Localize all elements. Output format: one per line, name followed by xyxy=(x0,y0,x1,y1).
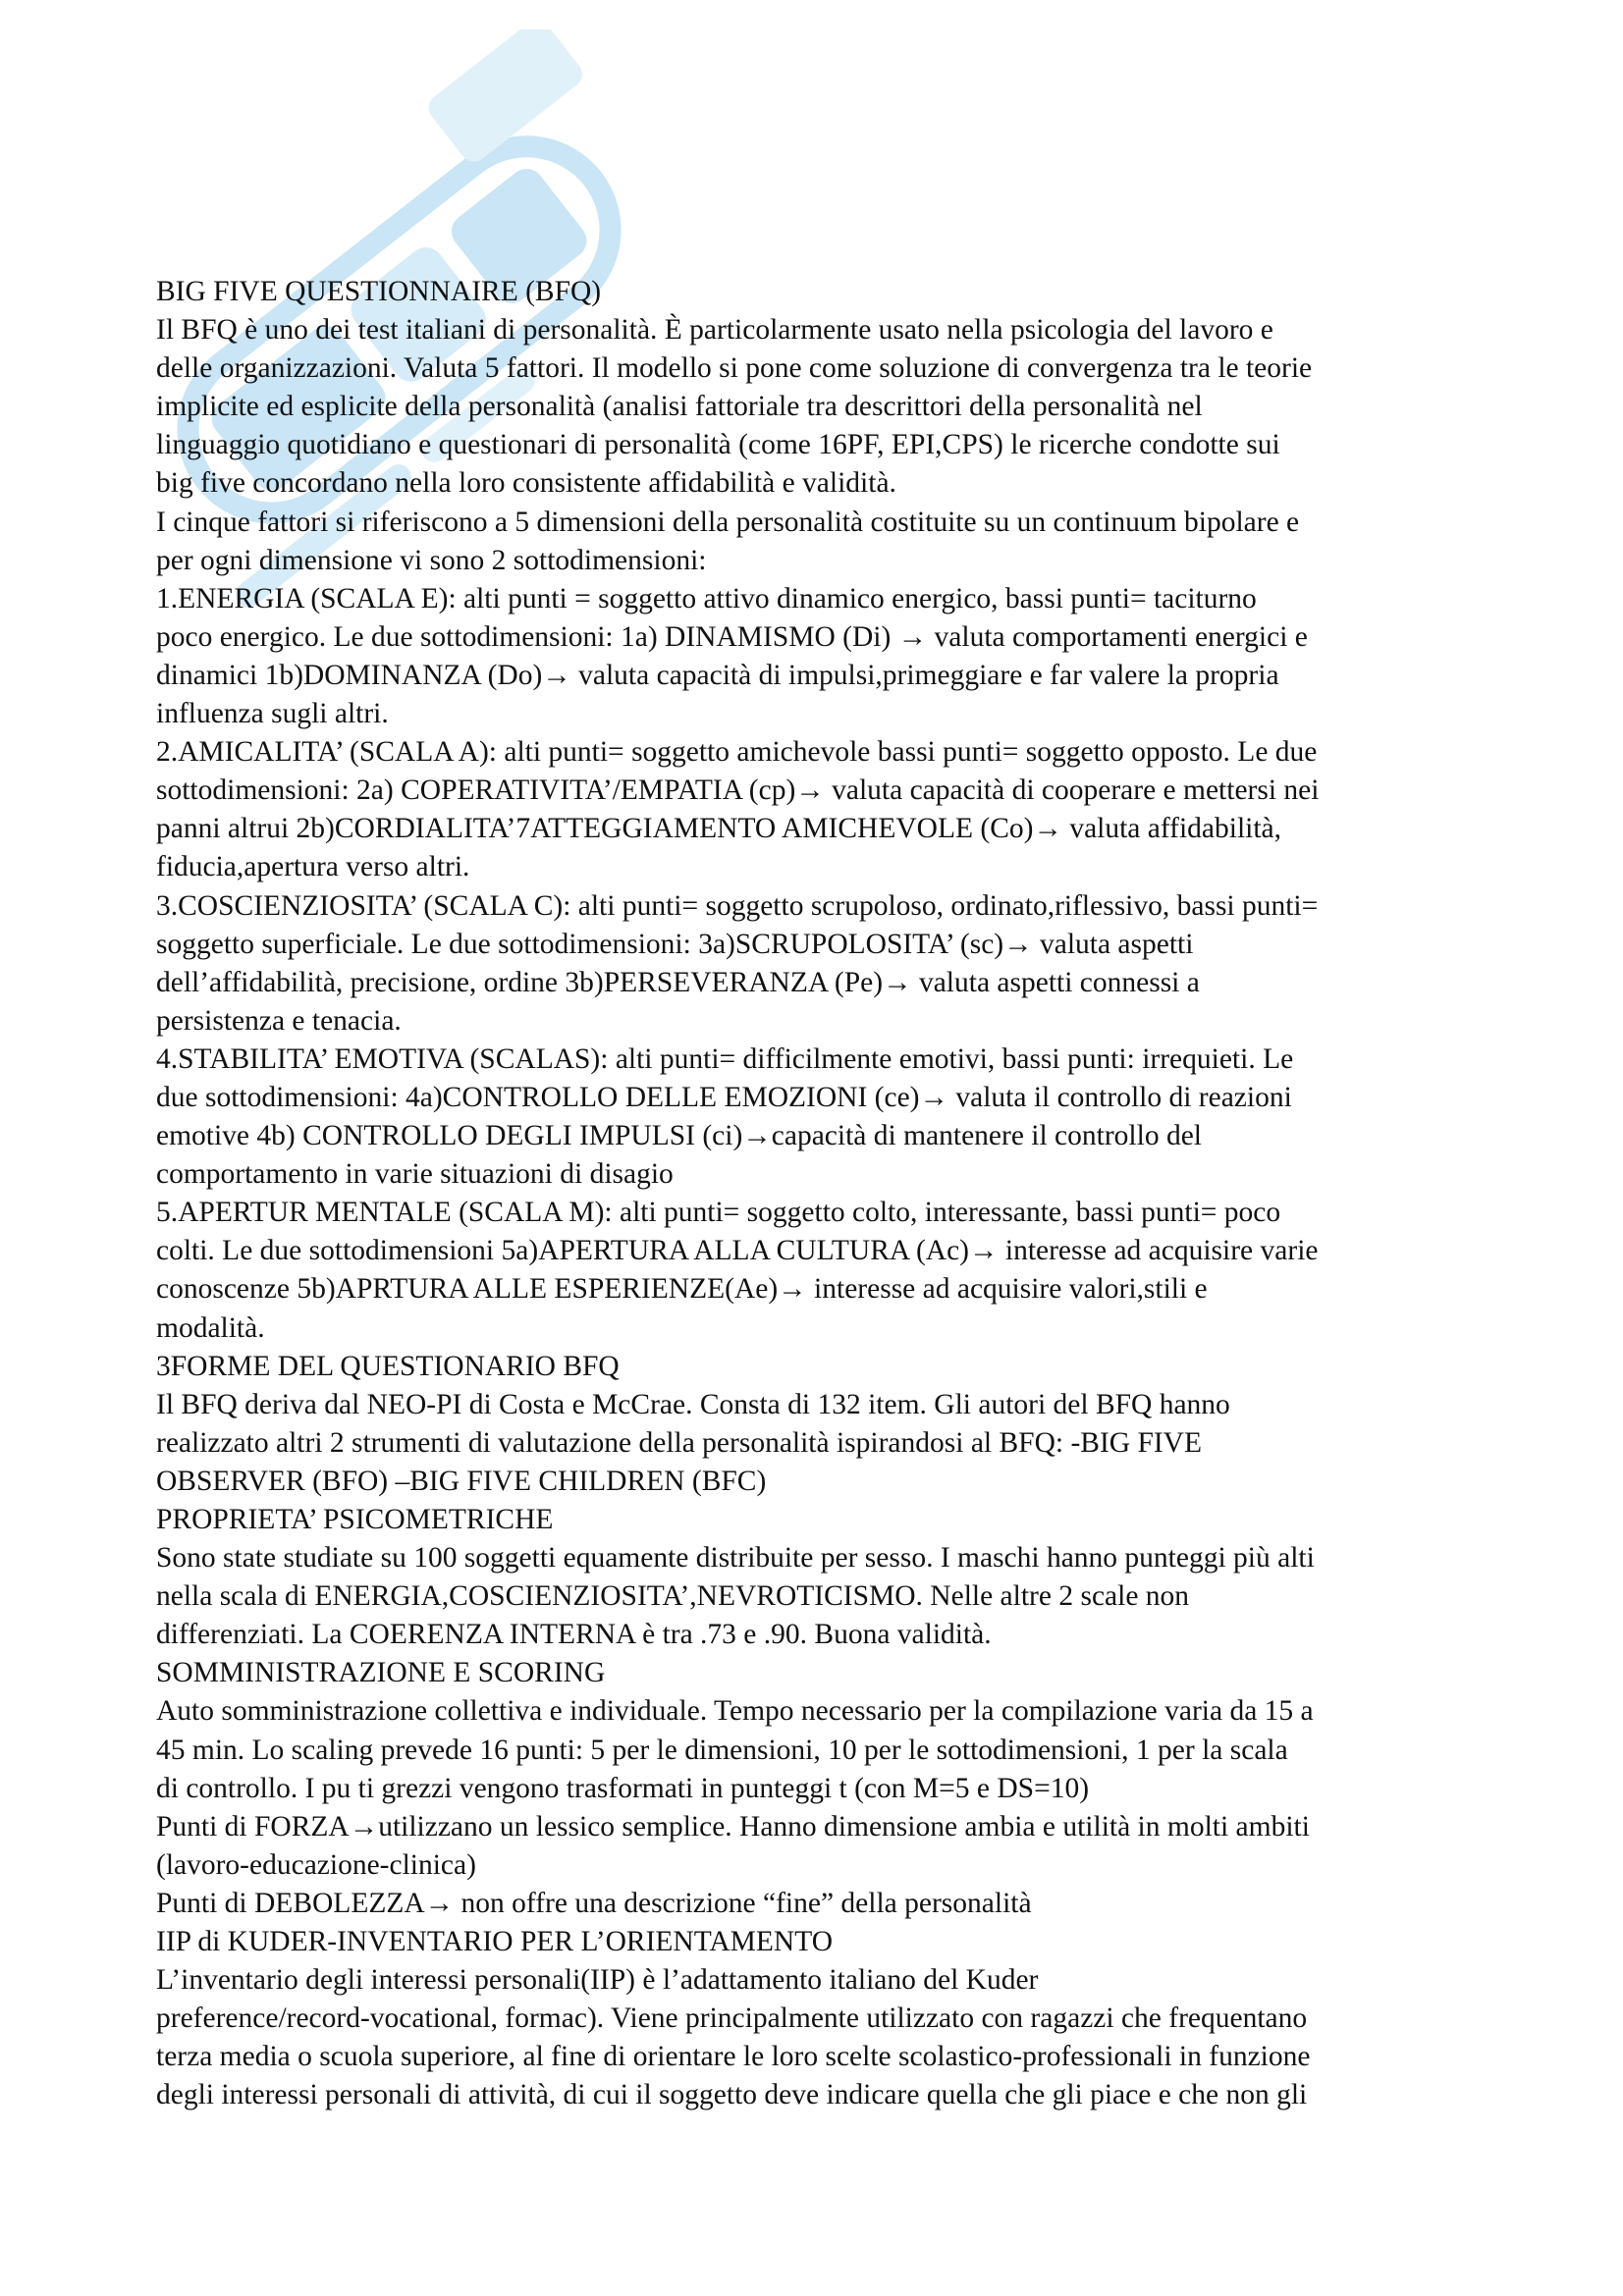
text-line: Punti di DEBOLEZZA→ non offre una descrizione “fine” della personalità xyxy=(156,1887,1032,1919)
text-line: I cinque fattori si riferiscono a 5 dimensioni della personalità costituite su un continuum bipolare e xyxy=(156,506,1300,538)
text-line: big five concordano nella loro consistente affidabilità e validità. xyxy=(156,467,896,500)
text-line: colti. Le due sottodimensioni 5a)APERTURA ALLA CULTURA (Ac)→ interesse ad acquisire varie xyxy=(156,1235,1319,1267)
text-line: influenza sugli altri. xyxy=(156,698,389,730)
text-line: poco energico. Le due sottodimensioni: 1a) DINAMISMO (Di) → valuta comportamenti energici e xyxy=(156,620,1308,653)
text-line: soggetto superficiale. Le due sottodimensioni: 3a)SCRUPOLOSITA’ (sc)→ valuta aspetti xyxy=(156,928,1194,960)
text-line: sottodimensioni: 2a) COPERATIVITA’/EMPATIA (cp)→ valuta capacità di cooperare e mettersi nei xyxy=(156,774,1320,807)
text-line: comportamento in varie situazioni di disagio xyxy=(156,1158,674,1191)
text-line: dinamici 1b)DOMINANZA (Do)→ valuta capacità di impulsi,primeggiare e far valere la propria xyxy=(156,659,1279,691)
text-line: 3.COSCIENZIOSITA’ (SCALA C): alti punti= soggetto scrupoloso, ordinato,riflessivo, bassi punti= xyxy=(156,889,1319,922)
text-line: conoscenze 5b)APRTURA ALLE ESPERIENZE(Ae)→ interesse ad acquisire valori,stili e xyxy=(156,1273,1208,1306)
text-line: terza media o scuola superiore, al fine di orientare le loro scelte scolastico-professionali in funzione xyxy=(156,2041,1311,2073)
text-line: Il BFQ è uno dei test italiani di personalità. È particolarmente usato nella psicologia del lavoro e xyxy=(156,314,1273,347)
text-line: 45 min. Lo scaling prevede 16 punti: 5 per le dimensioni, 10 per le sottodimensioni, 1 per la scala xyxy=(156,1734,1288,1766)
document-body xyxy=(156,273,1484,2115)
text-line: panni altrui 2b)CORDIALITA’7ATTEGGIAMENTO AMICHEVOLE (Co)→ valuta affidabilità, xyxy=(156,813,1282,845)
text-line: degli interessi personali di attività, di cui il soggetto deve indicare quella che gli piace e che non gli xyxy=(156,2079,1308,2111)
text-line: fiducia,apertura verso altri. xyxy=(156,851,470,883)
text-line: implicite ed esplicite della personalità (analisi fattoriale tra descrittori della personalità nel xyxy=(156,391,1203,423)
text-line: Punti di FORZA→utilizzano un lessico semplice. Hanno dimensione ambia e utilità in molti ambiti xyxy=(156,1810,1310,1842)
text-line: 5.APERTUR MENTALE (SCALA M): alti punti= soggetto colto, interessante, bassi punti= poco xyxy=(156,1197,1281,1229)
text-line: linguaggio quotidiano e questionari di personalità (come 16PF, EPI,CPS) le ricerche condotte sui xyxy=(156,429,1280,461)
text-line: PROPRIETA’ PSICOMETRICHE xyxy=(156,1504,554,1535)
text-line: BIG FIVE QUESTIONNAIRE (BFQ) xyxy=(156,276,602,307)
text-line: di controllo. I pu ti grezzi vengono trasformati in punteggi t (con M=5 e DS=10) xyxy=(156,1772,1090,1804)
text-line: emotive 4b) CONTROLLO DEGLI IMPULSI (ci)→capacità di mantenere il controllo del xyxy=(156,1120,1202,1152)
text-line: Il BFQ deriva dal NEO-PI di Costa e McCrae. Consta di 132 item. Gli autori del BFQ hanno xyxy=(156,1388,1230,1420)
text-line: due sottodimensioni: 4a)CONTROLLO DELLE EMOZIONI (ce)→ valuta il controllo di reazioni xyxy=(156,1081,1292,1113)
text-line: persistenza e tenacia. xyxy=(156,1004,402,1037)
text-line: delle organizzazioni. Valuta 5 fattori. Il modello si pone come soluzione di convergenza tra le teorie xyxy=(156,352,1313,385)
text-line: IIP di KUDER-INVENTARIO PER L’ORIENTAMENTO xyxy=(156,1926,834,1958)
text-line: per ogni dimensione vi sono 2 sottodimensioni: xyxy=(156,544,707,576)
text-line: dell’affidabilità, precisione, ordine 3b)PERSEVERANZA (Pe)→ valuta aspetti connessi a xyxy=(156,966,1200,998)
text-line: (lavoro-educazione-clinica) xyxy=(156,1848,476,1881)
text-line: preference/record-vocational, formac). Viene principalmente utilizzato con ragazzi che frequentano xyxy=(156,2002,1308,2035)
text-line: OBSERVER (BFO) –BIG FIVE CHILDREN (BFC) xyxy=(156,1465,767,1497)
text-line: Auto somministrazione collettiva e individuale. Tempo necessario per la compilazione varia da 15 a xyxy=(156,1695,1314,1728)
text-line: 2.AMICALITA’ (SCALA A): alti punti= soggetto amichevole bassi punti= soggetto opposto. Le due xyxy=(156,736,1318,769)
text-line: Sono state studiate su 100 soggetti equamente distribuite per sesso. I maschi hanno punteggi più alti xyxy=(156,1542,1315,1575)
text-line: 1.ENERGIA (SCALA E): alti punti = soggetto attivo dinamico energico, bassi punti= taciturno xyxy=(156,582,1257,614)
text-line: differenziati. La COERENZA INTERNA è tra .73 e .90. Buona validità. xyxy=(156,1619,992,1651)
text-line: modalità. xyxy=(156,1311,265,1344)
text-line: L’inventario degli interessi personali(IIP) è l’adattamento italiano del Kuder xyxy=(156,1964,1039,1997)
text-line: 3FORME DEL QUESTIONARIO BFQ xyxy=(156,1350,620,1382)
text-line: SOMMINISTRAZIONE E SCORING xyxy=(156,1657,606,1689)
text-line: realizzato altri 2 strumenti di valutazione della personalità ispirandosi al BFQ: -BIG FIVE xyxy=(156,1426,1202,1459)
text-line: 4.STABILITA’ EMOTIVA (SCALAS): alti punti= difficilmente emotivi, bassi punti: irrequieti. Le xyxy=(156,1042,1294,1075)
text-line: nella scala di ENERGIA,COSCIENZIOSITA’,NEVROTICISMO. Nelle altre 2 scale non xyxy=(156,1580,1190,1613)
